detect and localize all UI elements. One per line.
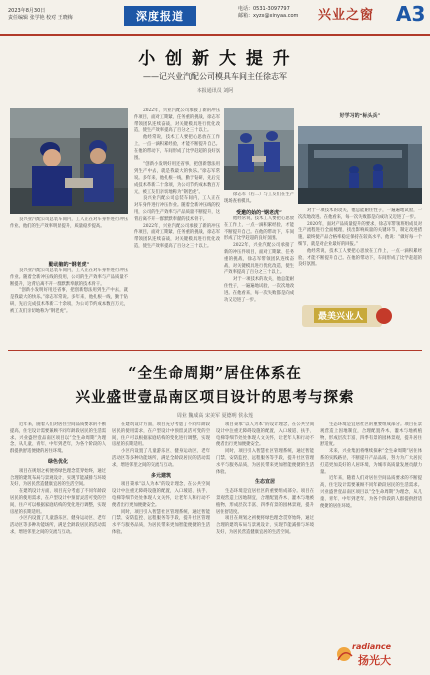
footer-logo-text: radiance	[352, 642, 392, 651]
article1-para: 他经常说，技术工人要把心思放在工作上，一点一滴积累经验，才能不断提升自己。在他的带动下，车间形成了比学赶超的良好氛围。	[298, 248, 422, 268]
photo-workers-middle	[224, 108, 294, 190]
editor-credits: 责任编辑 张学艳 校对 王晓梅	[8, 15, 73, 21]
article1-column-3	[224, 216, 294, 346]
section-label: 深度报道	[124, 6, 196, 26]
masthead-date	[8, 8, 73, 22]
stamp-label: 最美兴业人	[314, 308, 367, 323]
article2-para: 同时，项目引入智慧社区管理系统，通过智能门禁、安防监控、远程服务等手段，提升社区管理水平与服务品质，为居民带来更加智能便捷的生活体验。	[216, 449, 314, 475]
article2-para: 小区内设置了儿童游乐区、健身运动区、老年活动区等多种功能场所，满足全龄段居民的活动需求，增进邻里之间的交流与互动。	[112, 449, 210, 468]
article1-subtitle: ——记兴业汽配公司模具车间主任徐志军	[143, 72, 287, 81]
footer-slogan: 扬光大	[358, 654, 391, 667]
article2-para: 在建筑设计方面，项目充分考虑了不同年龄段居民的使用需求，在户型设计中预留灵活可变的空间，住户可以根据家庭结构的变化进行调整，实现房屋的长期适用。	[112, 422, 210, 448]
article2-para: 小区内设置了儿童游乐区、健身运动区、老年活动区等多种功能场所，满足全龄段居民的活动需求，增进邻里之间的交流与互动。	[10, 516, 106, 535]
article1-para: 2020年，面对产品质量提升的要求，徐志军带领班组成员对生产流程进行全面梳理，找出影响质量的关键环节，制定改进措施，最终使产品合格率稳定保持在较高水平。他说：“做好每一个细节，就是对企业最好的回报。”	[298, 221, 422, 247]
issue-date: 2023年8月30日	[8, 8, 46, 14]
article1-caption-middle	[224, 192, 294, 206]
article2-column-3	[216, 422, 314, 670]
contact-info	[238, 6, 298, 20]
article2-para: 近年来，随着人们对居住空间品质要求的不断提高，住宅设计需要兼顾不同年龄段居民的生活需求。兴业盛世壹品南区项目以“全生命周期”为理念，从儿童、青年、中年到老年，为各个阶段的人群提供舒适便捷的居住环境。	[10, 422, 106, 455]
footer-logo	[334, 640, 422, 670]
photo-workshop-right	[298, 126, 422, 204]
article2-title-line2: 兴业盛世壹品南区项目设计的思考与探索	[75, 389, 355, 406]
article1-para: 良兴业汽配公司总装车间内，工人正在对车身件进行冲压作业。随着全新冲压线的投用，公司的生产效率与产品质量不断提升，这背后离不开一群默默奉献的技术骨干。	[134, 196, 220, 222]
article1-column-left	[10, 268, 128, 346]
article2-title-line1: “全生命周期”居住体系在	[128, 365, 302, 382]
article2-byline: 周业 魏成高 宋美军 夏德明 侯永莲	[176, 413, 254, 419]
article2-para: 在建筑设计方面，项目充分考虑了不同年龄段居民的使用需求，在户型设计中预留灵活可变的空间，住户可以根据家庭结构的变化进行调整，实现房屋的长期适用。	[10, 489, 106, 515]
article1-heading	[0, 44, 430, 94]
article1-para: 他经常说，技术工人要把心思放在工作上，一点一滴积累经验，才能不断提升自己。在他的带动下，车间形成了比学赶超的良好氛围。	[224, 216, 294, 242]
article2-column-4	[320, 422, 422, 636]
article1-column-right	[298, 208, 422, 300]
article2-para: 未来，兴业集团将继续探索“全生命周期”居住体系的实践路径，不断提升产品品质，努力为广大居民打造更加美好的人居环境，为城市高质量发展贡献力量。	[320, 449, 422, 475]
article2-para: 项目在规划之初便将绿色理念贯穿始终，通过合理的建筑布局与景观设计，实现节能减排与环境友好，为居民营造健康宜居的生活空间。	[10, 468, 106, 488]
article2-column-1	[10, 422, 106, 670]
masthead	[0, 0, 430, 36]
photo2-caption: 徐志军（右二）与工友们在生产现场查看模具。	[224, 192, 294, 204]
article1-para: 他经常说，技术工人要把心思放在工作上，一点一滴积累经验，才能不断提升自己。在他的带动下，车间形成了比学赶超的良好氛围。	[134, 135, 220, 161]
article1-para: 良兴业汽配公司总装车间内，工人正在对车身件进行冲压作业。随着全新冲压线的投用，公司的生产效率与产品质量不断提升，这背后离不开一群默默奉献的技术骨干。	[10, 268, 128, 287]
contact-email: 邮箱：xyzx@xinyaa.com	[238, 13, 299, 19]
page-number: A3	[396, 2, 426, 26]
article1-caption-left	[10, 217, 128, 257]
article1-para: “创新小发明好用还省事，把创新想法用到生产中去，就是我最大的快乐。”徐志军常说。多年来，他扎根一线，勤于钻研，先后完成技术革新二十余项，为公司节约成本数百万元，被工友们亲切地称为“钢老虎”。	[134, 162, 220, 195]
article1-column-2	[134, 108, 220, 346]
photo-workers-left	[10, 108, 128, 214]
divider	[8, 350, 422, 351]
article2-para: 项目在规划之初便将绿色理念贯穿始终，通过合理的建筑布局与景观设计，实现节能减排与环境友好，为居民营造健康宜居的生活空间。	[216, 516, 314, 535]
section-head-diverse: 多元建筑	[150, 472, 171, 479]
article1-para: 2022年，兴业汽配公司承接了新的冲压件项目，面对工期紧、任务重的挑战，徐志军带领团队连续奋战，对关键模具进行优化改造，使生产效率提高了百分之三十以上。	[134, 223, 220, 249]
section-head-green: 绿色优化	[47, 458, 68, 465]
section-head-left: 勤动脑的“钢老虎”	[48, 262, 90, 268]
article2-para: 同时，项目引入智慧社区管理系统，通过智能门禁、安防监控、远程服务等手段，提升社区管理水平与服务品质，为居民带来更加智能便捷的生活体验。	[112, 509, 210, 535]
article2-para: 生态环境是宜居社区的重要组成部分。项目在景观营造上因地制宜，合理配置乔木、灌木与地被植物，形成层次丰富、四季有景的园林景观，提升居住舒适度。	[216, 489, 314, 515]
article2-heading	[0, 362, 430, 419]
article2-para: 近年来，随着人们对居住空间品质要求的不断提高，住宅设计需要兼顾不同年龄段居民的生活需求。兴业盛世壹品南区项目以“全生命周期”为理念，从儿童、青年、中年到老年，为各个阶段的人群提供舒适便捷的居住环境。	[320, 476, 422, 509]
article1-para: 2022年，兴业汽配公司承接了新的冲压件项目，面对工期紧、任务重的挑战，徐志军带领团队连续奋战，对关键模具进行优化改造，使生产效率提高了百分之三十以上。	[134, 108, 220, 134]
photo1-caption: 良兴业汽配公司总装车间内，工人正在对车身件进行冲压作业。他们的生产效率明显提升，质量稳步提高。	[10, 217, 128, 229]
article1-para: 对于一项技术的攻关，他总能耐住性子，一遍遍地试验，一次次地改进。在他看来，每一次失败都是向成功又迈进了一步。	[298, 208, 422, 220]
best-employee-stamp	[300, 302, 395, 330]
section-head-right: 好学习的“标头兵”	[339, 113, 381, 119]
article1-para: 2022年，兴业汽配公司承接了新的冲压件项目，面对工期紧、任务重的挑战，徐志军带领团队连续奋战，对关键模具进行优化改造，使生产效率提高了百分之三十以上。	[224, 243, 294, 276]
brand-logo: 兴业之窗	[318, 8, 375, 23]
section-head-middle: 受邀的始的“钢老虎”	[236, 210, 282, 216]
article1-byline: 本报通讯员 刘阿	[196, 88, 234, 94]
article2-para: 项目秉承“以人为本”的设计理念，在公共空间设计中注重无障碍设施的配置，入口坡道、扶手、电梯等细节处处体现人文关怀，让老年人和行动不便者出行更加便捷安全。	[216, 422, 314, 448]
article1-para: “创新小发明好用还省事，把创新想法用到生产中去，就是我最大的快乐。”徐志军常说。多年来，他扎根一线，勤于钻研，先后完成技术革新二十余项，为公司节约成本数百万元，被工友们亲切地称为“钢老虎”。	[10, 288, 128, 314]
section-head-eco: 生态宜居	[254, 479, 275, 486]
article1-para: 对于一项技术的攻关，他总能耐住性子，一遍遍地试验，一次次地改进。在他看来，每一次失败都是向成功又迈进了一步。	[224, 277, 294, 303]
article2-para: 生态环境是宜居社区的重要组成部分。项目在景观营造上因地制宜，合理配置乔木、灌木与地被植物，形成层次丰富、四季有景的园林景观，提升居住舒适度。	[320, 422, 422, 448]
contact-phone: 电话：0531-3097797	[238, 6, 290, 12]
article2-column-2	[112, 422, 210, 670]
article1-title: 小 创 新 大 提 升	[138, 49, 292, 69]
article2-para: 项目秉承“以人为本”的设计理念，在公共空间设计中注重无障碍设施的配置，入口坡道、扶手、电梯等细节处处体现人文关怀，让老年人和行动不便者出行更加便捷安全。	[112, 482, 210, 508]
